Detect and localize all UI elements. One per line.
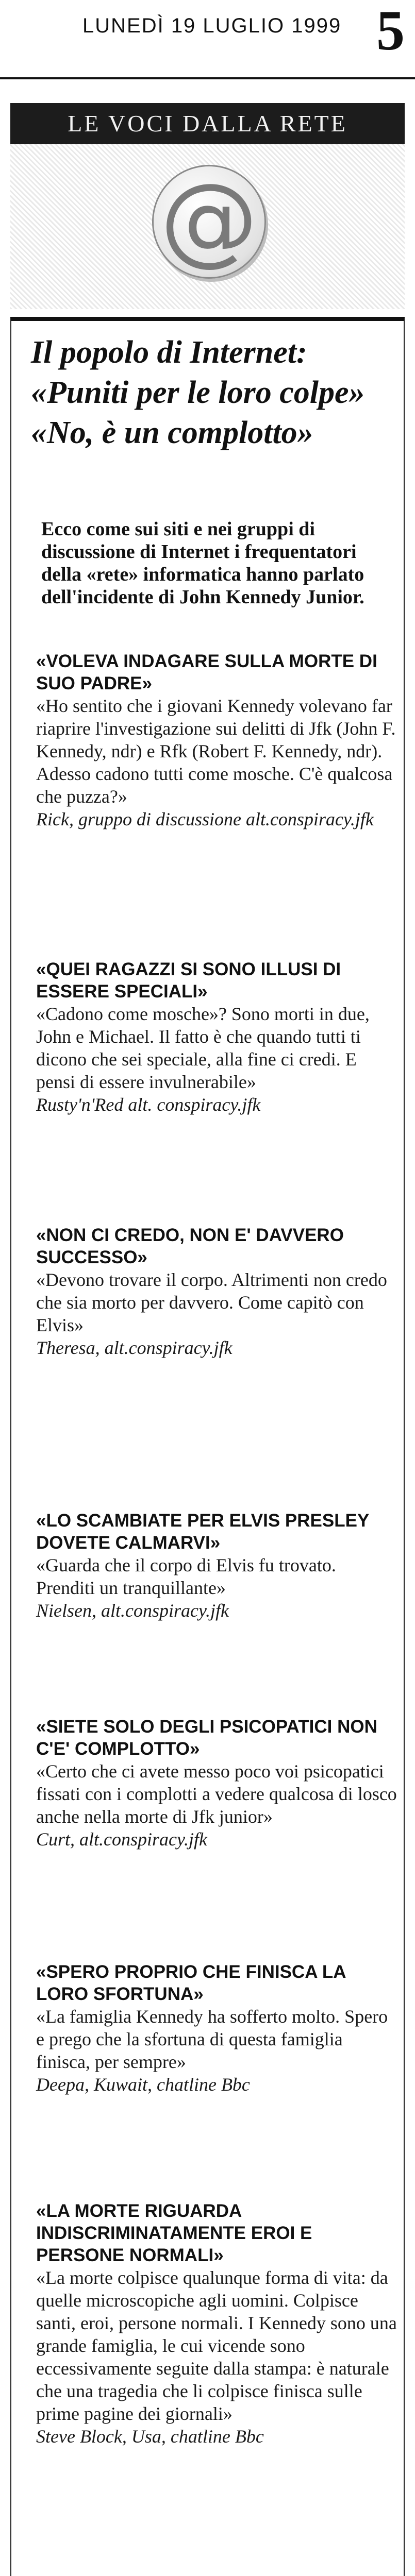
comment-title: «LO SCAMBIATE PER ELVIS PRESLEY DOVETE CALMARVI» <box>36 1511 369 1553</box>
comment-body: «Guarda che il corpo di Elvis fu trovato. Prenditi un tranquillante» <box>36 1555 336 1598</box>
comment-entry <box>36 2200 397 2448</box>
headline-line: «No, è un complotto» <box>31 415 313 450</box>
comment-source: Steve Block, Usa, chatline Bbc <box>36 2426 264 2447</box>
section-logo-area <box>10 144 405 309</box>
comment-entry <box>36 1224 397 1359</box>
comment-source: Deepa, Kuwait, chatline Bbc <box>36 2074 250 2095</box>
comment-title: «LA MORTE RIGUARDA INDISCRIMINATAMENTE EROI E PERSONE NORMALI» <box>36 2201 312 2265</box>
at-sign-icon: @ <box>152 165 266 279</box>
comment-body: «Certo che ci avete messo poco voi psicopatici fissati con i complotti a vedere qualcosa di losco anche nella morte di Jfk junior» <box>36 1761 397 1827</box>
page-number: 5 <box>376 0 405 62</box>
comment-body: «La famiglia Kennedy ha sofferto molto. Spero e prego che la sfortuna di questa famiglia finisca, per sempre» <box>36 2006 388 2072</box>
comment-title: «VOLEVA INDAGARE SULLA MORTE DI SUO PADRE» <box>36 651 377 693</box>
comment-source: Curt, alt.conspiracy.jfk <box>36 1829 207 1850</box>
comment-entry <box>36 1961 397 2096</box>
comment-title: «QUEI RAGAZZI SI SONO ILLUSI DI ESSERE SPECIALI» <box>36 959 341 1002</box>
comment-body: «Cadono come mosche»? Sono morti in due, John e Michael. Il fatto è che quando tutti ti dicono che sei speciale, alla fine ci credi. E pensi di essere invulnerabile» <box>36 1004 370 1092</box>
comment-body: «Ho sentito che i giovani Kennedy volevano far riaprire l'investigazione sui delitti di Jfk (John F. Kennedy, ndr) e Rfk (Robert F. Kennedy, ndr). Adesso cadono tutti come mosche. C'è qualcosa che puzza?» <box>36 696 396 807</box>
comment-source: Rick, gruppo di discussione alt.conspiracy.jfk <box>36 809 374 829</box>
comment-entry <box>36 1510 397 1622</box>
comment-source: Theresa, alt.conspiracy.jfk <box>36 1337 233 1358</box>
page-date: LUNEDÌ 19 LUGLIO 1999 <box>82 14 342 37</box>
comment-entry <box>36 958 397 1116</box>
comment-source: Nielsen, alt.conspiracy.jfk <box>36 1600 229 1621</box>
article-intro: Ecco come sui siti e nei gruppi di discussione di Internet i frequentatori della «rete» informatica hanno parlato dell'incidente di John Kennedy Junior. <box>41 518 364 608</box>
section-title: LE VOCI DALLA RETE <box>68 110 347 137</box>
comment-title: «NON CI CREDO, NON E' DAVVERO SUCCESSO» <box>36 1225 344 1267</box>
comment-entry <box>36 1716 397 1851</box>
comment-entry <box>36 650 397 831</box>
article-headline <box>31 332 392 453</box>
headline-line: «Puniti per le loro colpe» <box>31 375 365 410</box>
comment-body: «Devono trovare il corpo. Altrimenti non credo che sia morto per davvero. Come capitò con Elvis» <box>36 1269 387 1335</box>
section-banner <box>10 103 405 144</box>
page-header <box>0 0 415 79</box>
comment-title: «SPERO PROPRIO CHE FINISCA LA LORO SFORTUNA» <box>36 1962 346 2004</box>
comment-title: «SIETE SOLO DEGLI PSICOPATICI NON C'E' COMPLOTTO» <box>36 1717 377 1759</box>
comment-source: Rusty'n'Red alt. conspiracy.jfk <box>36 1094 261 1115</box>
comment-body: «La morte colpisce qualunque forma di vita: da quelle microscopiche agli uomini. Colpisce santi, eroi, persone normali. I Kennedy sono una grande famiglia, le cui vicende sono eccessivamente seguite dalla stampa: è naturale che una tragedia che li colpisce finisca sulle prime pagine dei giornali» <box>36 2267 397 2424</box>
headline-line: Il popolo di Internet: <box>31 335 307 370</box>
